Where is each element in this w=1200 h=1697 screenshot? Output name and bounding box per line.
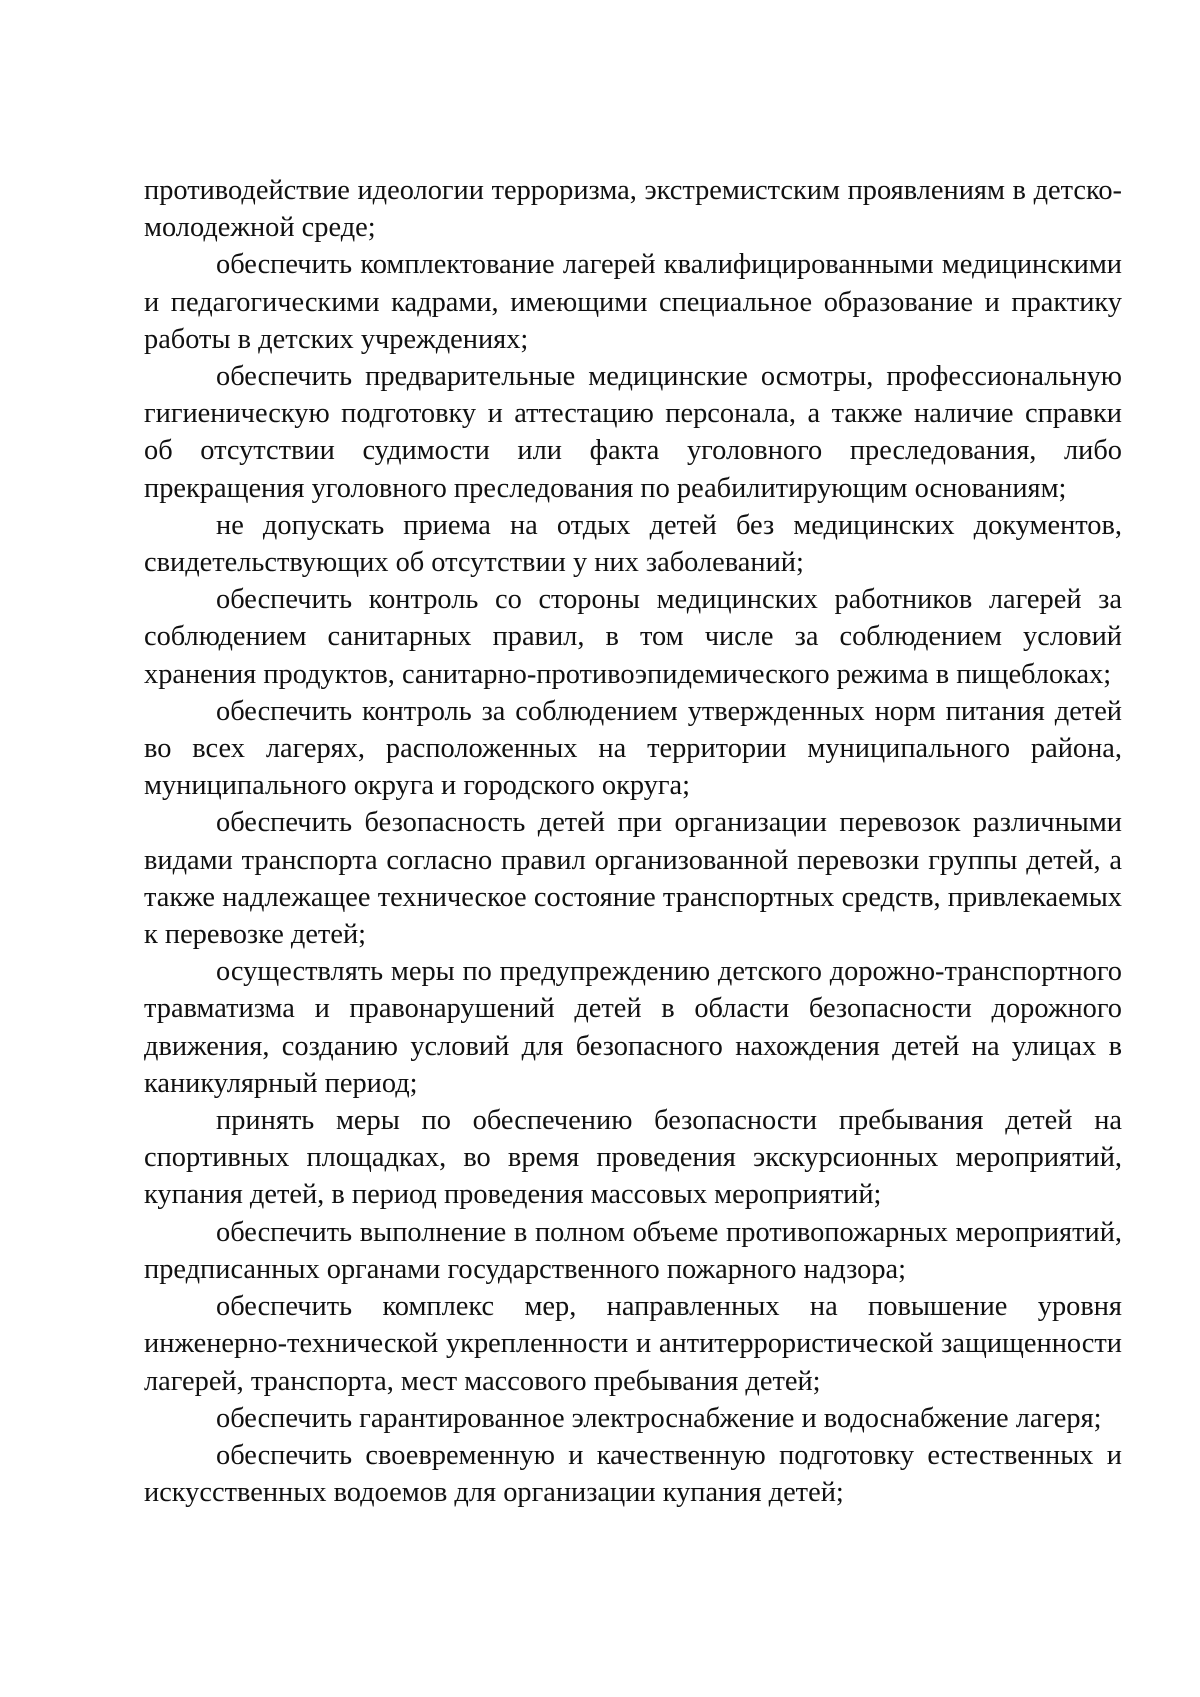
paragraph-road-safety: осуществлять меры по предупреждению детского дорожно-транспортного травматизма и правонарушений детей в области безопасности дорожного движения, созданию условий для безопасного нахождения детей на улицах в каникулярный период; <box>144 956 1122 1099</box>
paragraph-fire-safety: обеспечить выполнение в полном объеме противопожарных мероприятий, предписанных органами государственного пожарного надзора; <box>144 1216 1122 1285</box>
paragraph-medical-checkups: обеспечить предварительные медицинские осмотры, профессиональную гигиеническую подготовку и аттестацию персонала, а также наличие справки об отсутствии судимости или факта уголовного преследования, либо прекращения уголовного преследования по реабилитирующим основаниям; <box>144 361 1122 504</box>
paragraph-nutrition-control: обеспечить контроль за соблюдением утвержденных норм питания детей во всех лагерях, расположенных на территории муниципального района, муниципального округа и городского округа; <box>144 695 1122 802</box>
paragraph-activity-safety: принять меры по обеспечению безопасности пребывания детей на спортивных площадках, во время проведения экскурсионных мероприятий, купания детей, в период проведения массовых мероприятий; <box>144 1105 1122 1211</box>
paragraph-water-bodies: обеспечить своевременную и качественную подготовку естественных и искусственных водоемов для организации купания детей; <box>144 1439 1122 1509</box>
paragraph-antiterror-protection: обеспечить комплекс мер, направленных на повышение уровня инженерно-технической укрепленности и антитеррористической защищенности лагерей, транспорта, мест массового пребывания детей; <box>144 1291 1122 1397</box>
paragraph-utilities-supply: обеспечить гарантированное электроснабжение и водоснабжение лагеря; <box>216 1402 1102 1434</box>
document-body <box>144 172 1122 1511</box>
paragraph-transport-safety: обеспечить безопасность детей при организации перевозок различными видами транспорта согласно правил организованной перевозки группы детей, а также надлежащее техническое состояние транспортных средств, привлекаемых к перевозке детей; <box>144 807 1122 951</box>
paragraph-medical-documents: не допускать приема на отдых детей без медицинских документов, свидетельствующих об отсутствии у них заболеваний; <box>144 509 1122 579</box>
paragraph-ideology-counteraction: противодействие идеологии терроризма, экстремистским проявлениям в детско-молодежной среде; <box>144 175 1122 244</box>
paragraph-staffing: обеспечить комплектование лагерей квалифицированными медицинскими и педагогическими кадрами, имеющими специальное образование и практику работы в детских учреждениях; <box>144 249 1122 355</box>
paragraph-sanitary-control: обеспечить контроль со стороны медицинских работников лагерей за соблюдением санитарных правил, в том числе за соблюдением условий хранения продуктов, санитарно-противоэпидемического режима в пищеблоках; <box>144 584 1122 690</box>
